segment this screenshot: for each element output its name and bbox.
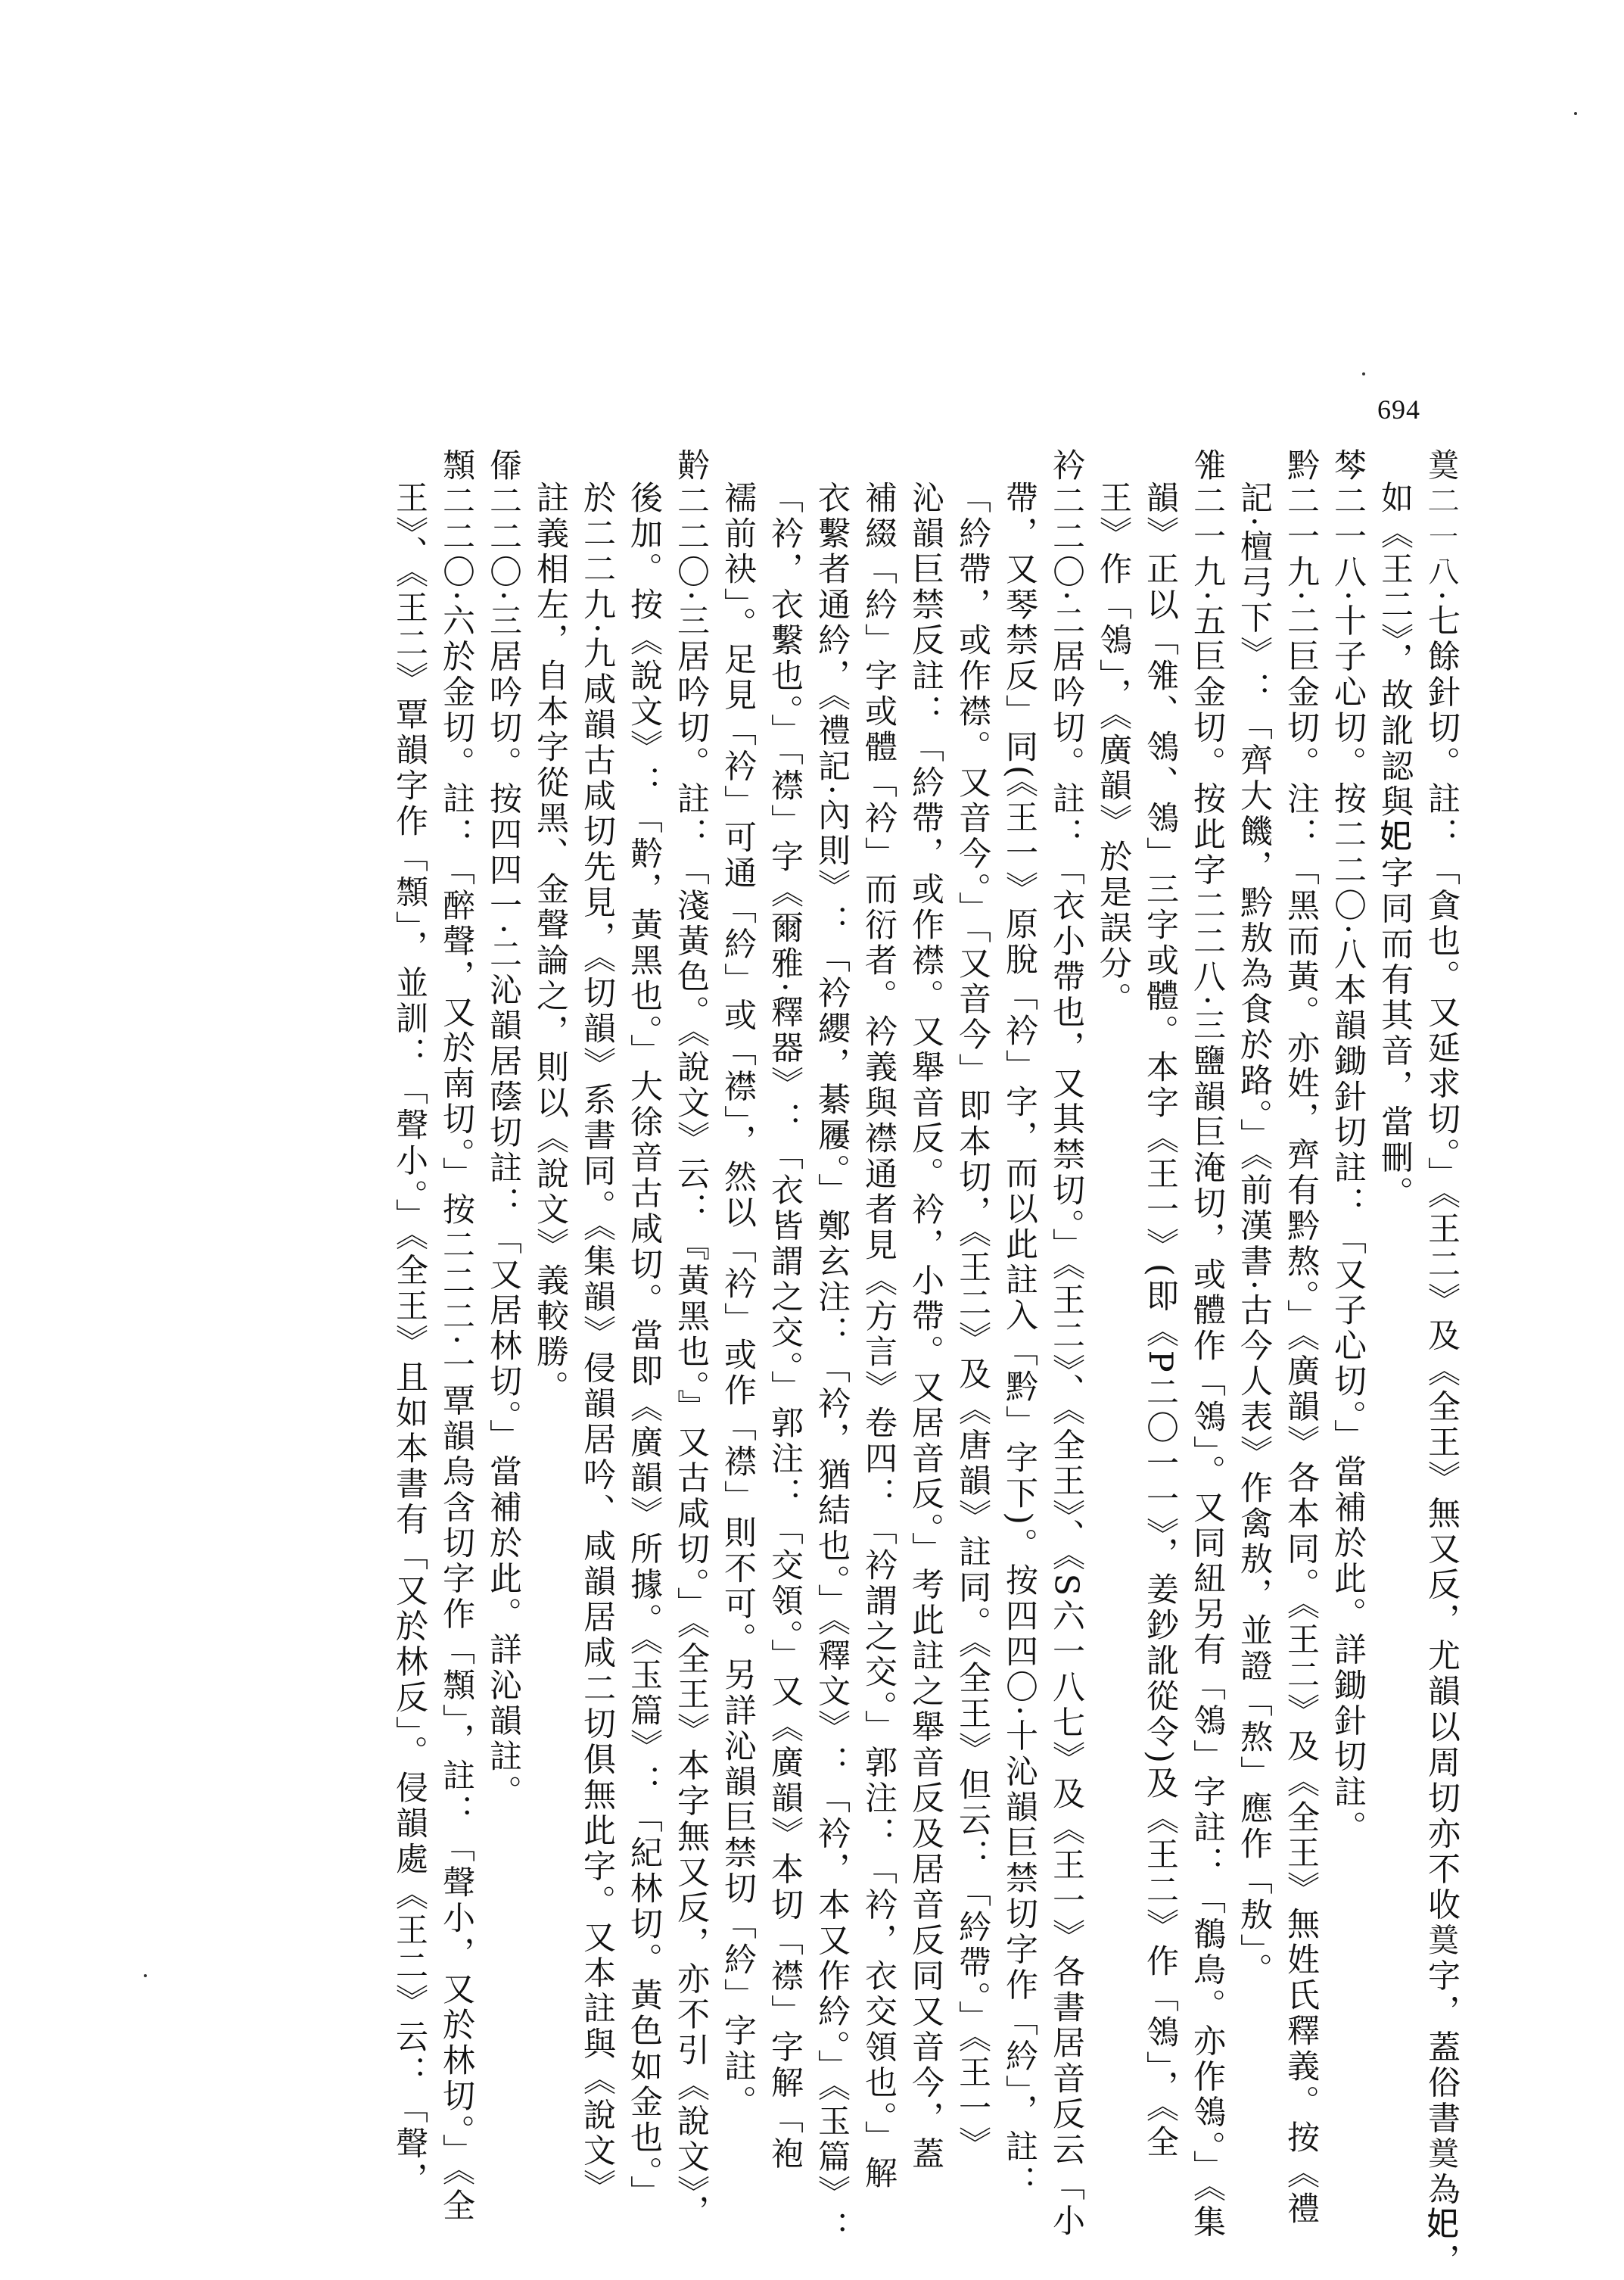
text-line: 衿二二〇·二居吟切。註：「衣小帶也，又其禁切。」《王二》、《全王》、《S六一八七》及《王一》各書居音反云「小 [1047, 448, 1085, 2240]
text-line: 王》作「鴒」，《廣韻》於是誤分。 [1094, 481, 1132, 1017]
scan-speck [144, 1974, 147, 1977]
text-line: 記·檀弓下》：「齊大饑，黔敖為食於路。」《前漢書·古今人表》作禽敖，並證「熬」應作「敖」。 [1235, 481, 1273, 1989]
text-line: 註義相左，自本字從黑、金聲論之，則以《說文》義較勝。 [531, 481, 569, 1406]
text-line: 「衿，衣繫也。」「襟」字《爾雅·釋器》：「衣皆謂之交。」郭注：「交領。」又《廣韻》本切「襟」字解「袍 [766, 481, 804, 2173]
text-line: 黅二二〇·三居吟切。註：「淺黃色。《說文》云：『黃黑也。』又古咸切。」《全王》本字無又反，亦不引《說文》， [672, 448, 710, 2231]
text-line: 後加。按《說文》：「黅，黃黑也。」大徐音古咸切。當即《廣韻》所據。《玉篇》：「紀林切。黃色如金也。」 [625, 481, 663, 2211]
text-line: 𡚈二一八·七餘針切。註：「貪也。又延求切。」《王二》及《全王》無又反，尤韻以周切亦不收𡚈字，蓋俗書𡚈為𡚱， [1423, 448, 1461, 2279]
text-line: 補綴「紟」字或體「衿」而衍者。衿義與襟通者見《方言》卷四：「衿謂之交。」郭注：「衿，衣交領也。」解 [860, 481, 898, 2191]
scan-speck [1574, 112, 1577, 115]
page-number: 694 [1377, 394, 1420, 425]
text-line: 䫴二二〇·六於金切。註：「醉聲，又於南切。」按二二二·一覃韻烏含切字作「䫴」，註：「聲小，又於林切。」《全 [437, 448, 475, 2225]
text-line: 王》、《王二》覃韻字作「䫴」，並訓：「聲小。」《全王》且如本書有「又於林反」。侵韻處《王二》云：「聲， [390, 481, 428, 2197]
text-line: 㒎二二〇·三居吟切。按四四一·二沁韻居蔭切註：「又居林切。」當補於此。詳沁韻註。 [484, 448, 522, 1811]
text-line: 衣繫者通紟，《禮記·內則》：「衿纓，綦屨。」鄭玄注：「衿，猶結也。」《釋文》：「衿，本又作紟。」《玉篇》： [813, 481, 851, 2247]
scan-speck [1362, 372, 1365, 375]
text-line: 「紟帶，或作襟。又音今。」「又音今」即本切，《王二》及《唐韻》註同。《全王》但云：「紟帶。」《王一》 [954, 481, 991, 2162]
text-line: 黔二一九·二巨金切。注：「黑而黃。亦姓，齊有黔熬。」《廣韻》各本同。《王二》及《全王》無姓氏釋義。按《禮 [1282, 448, 1320, 2228]
vertical-text-body [386, 448, 1465, 2279]
text-line: 如《王二》，故訛認與𡚱字同而有其音，當刪。 [1376, 481, 1414, 1212]
text-line: 韻》正以「雂、鴒、鴒」三字或體。本字《王一》(即《P二〇一一》，姜鈔訛從令)及《王二》作「鴒」，《全 [1141, 481, 1179, 2160]
text-line: 雂二一九·五巨金切。按此字二二八·三鹽韻巨淹切，或體作「鴒」。又同紐另有「鴒」字註：「鶺鳥。亦作鴒。」《集 [1188, 448, 1226, 2241]
text-line: 沁韻巨禁反註：「紟帶，或作襟。又舉音反。衿，小帶。又居音反。」考此註之舉音反及居音反同又音今，蓋 [907, 481, 944, 2173]
text-line: 帶，又琴禁反」同(《王一》原脫「衿」字，而以此註入「黔」字下)。按四四〇·十沁韻巨禁切字作「紟」，註： [1000, 481, 1038, 2201]
text-line: 於二二九·九咸韻古咸切先見，《切韻》系書同。《集韻》侵韻居吟、咸韻居咸二切俱無此字。又本註與《說文》 [578, 481, 616, 2205]
text-line: 襦前袂」。足見「衿」可通「紟」或「襟」，然以「衿」或作「襟」則不可。另詳沁韻巨禁切「紟」字註。 [719, 481, 757, 2120]
text-line: 棽二一八·十子心切。按二二〇·八本韻鋤針切註：「又子心切。」當補於此。詳鋤針切註。 [1329, 448, 1367, 1846]
